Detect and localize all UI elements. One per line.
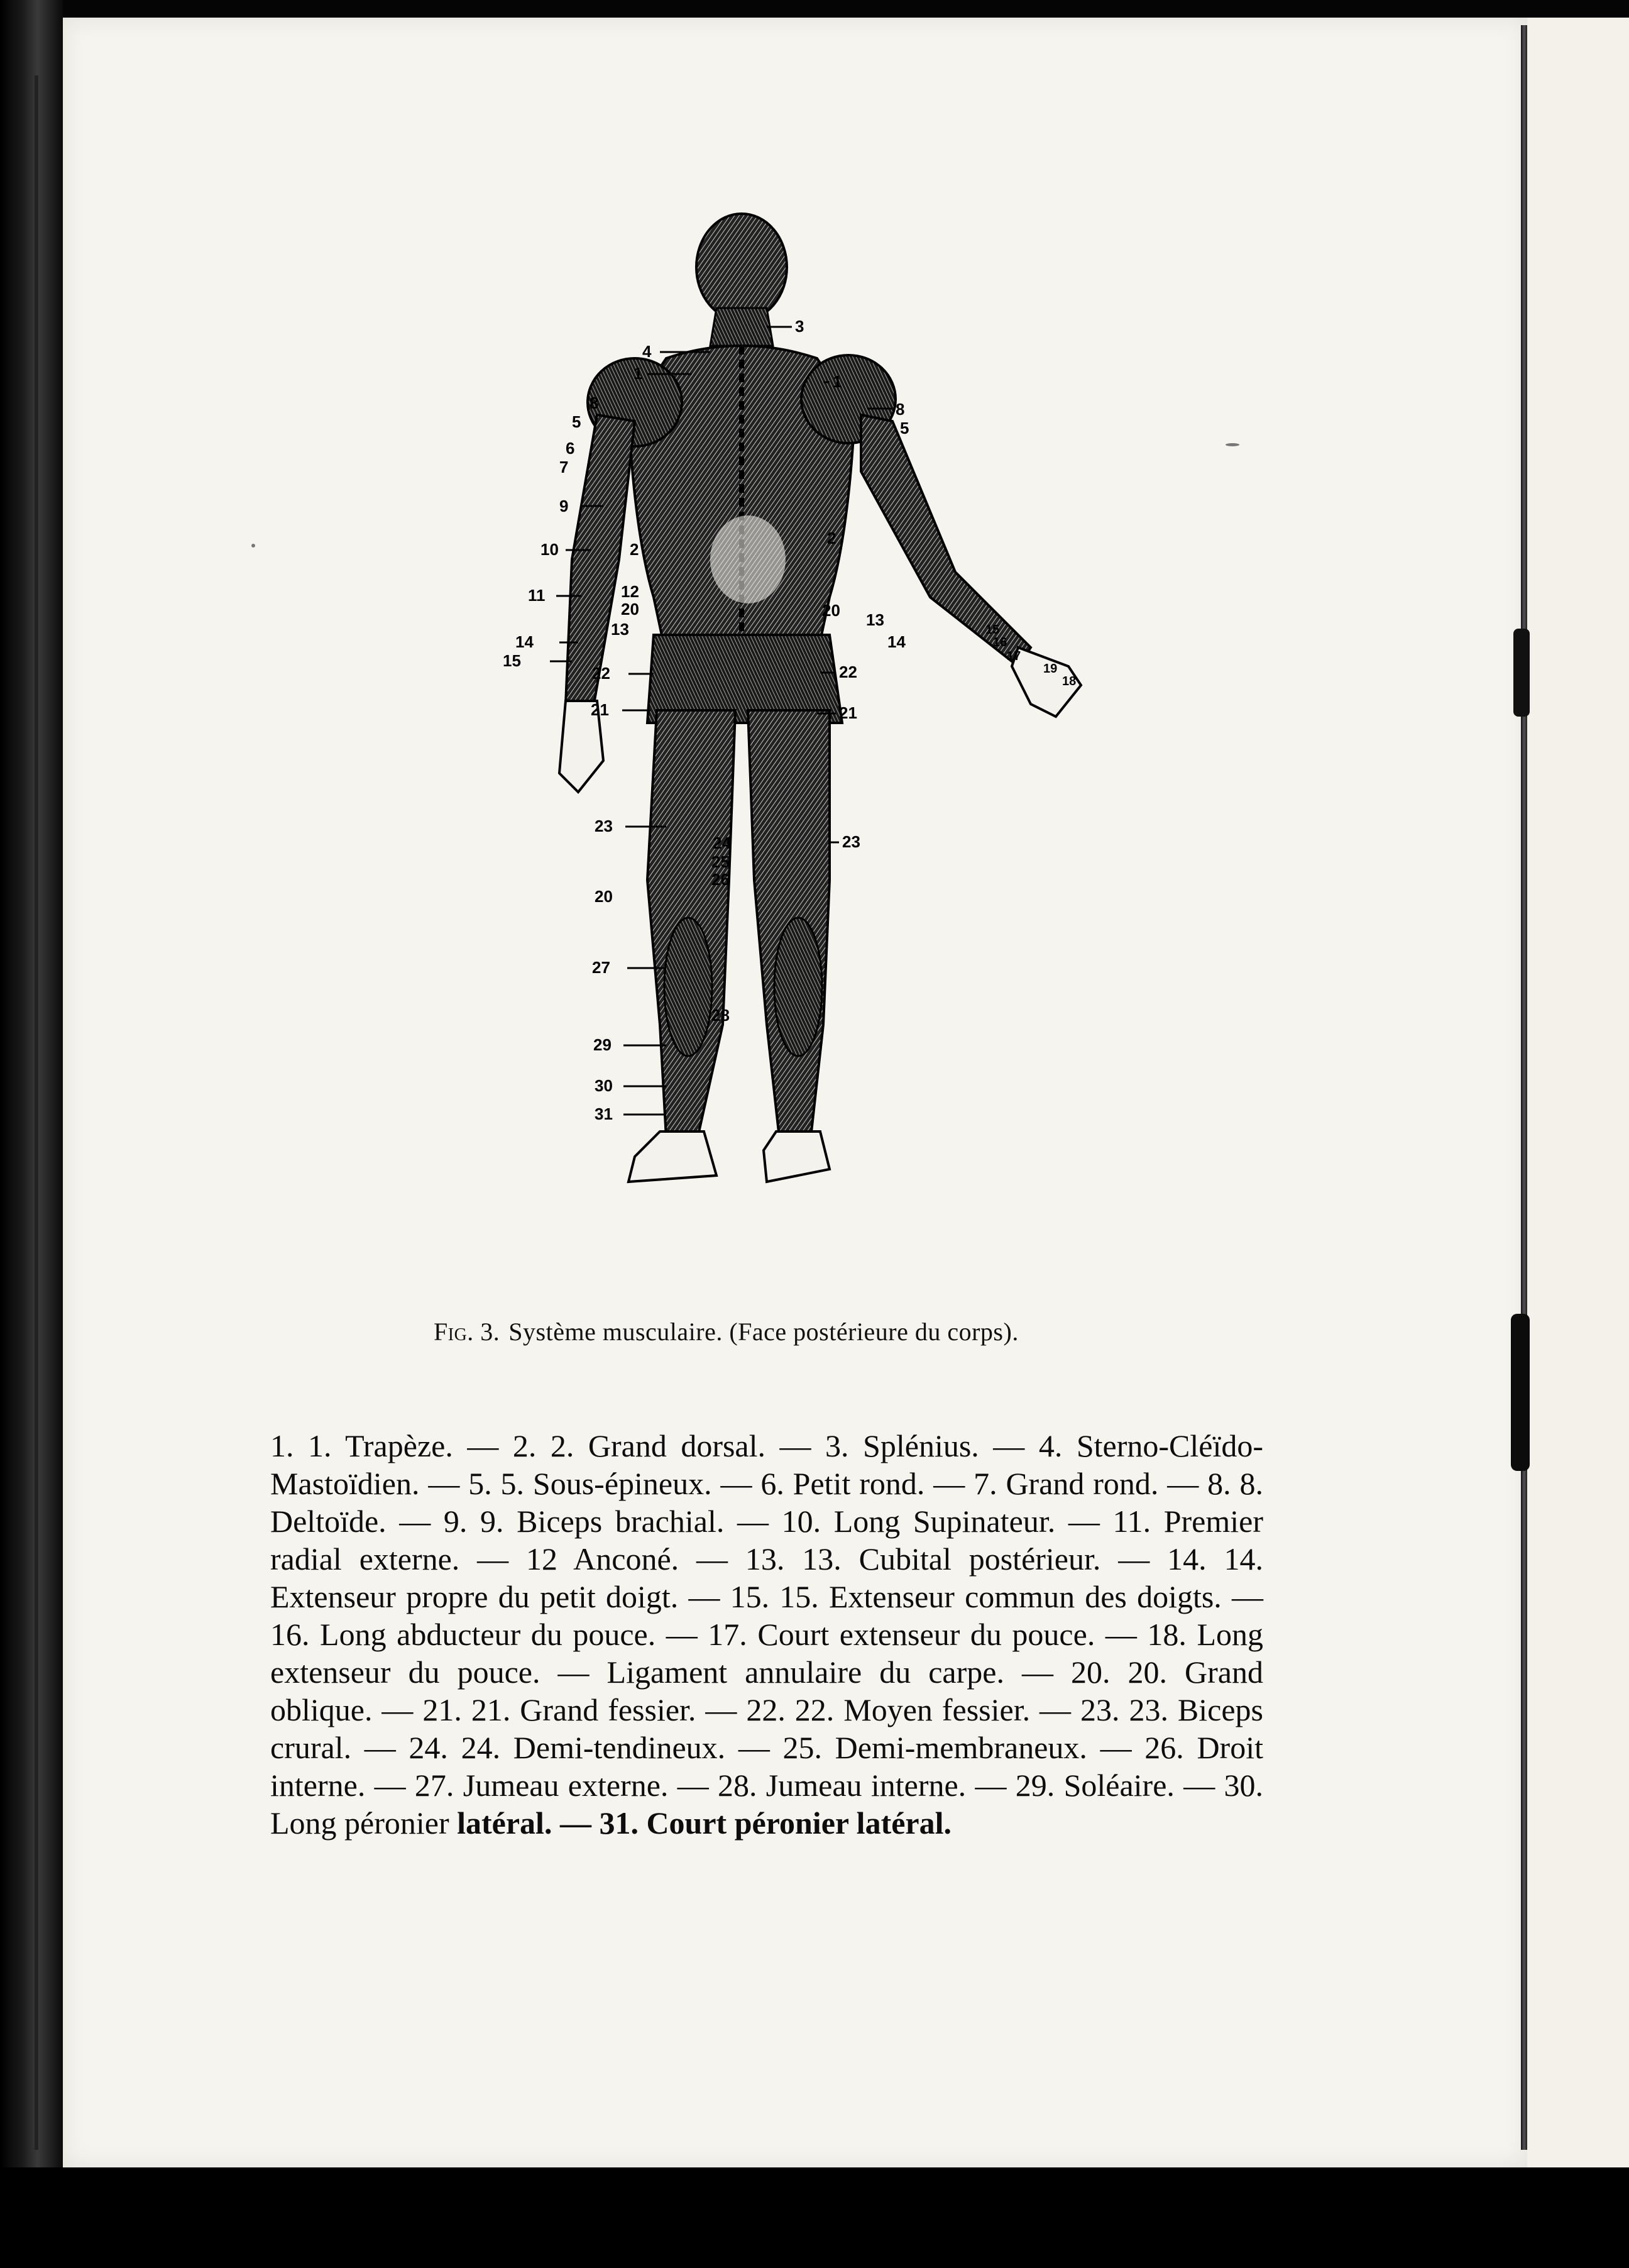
label-22-right: 22 (839, 663, 857, 681)
label-15-left: 15 (503, 651, 521, 670)
label-11: 11 (528, 586, 546, 605)
label-28: 28 (711, 1006, 730, 1025)
label-8-right: 8 (896, 400, 905, 419)
figure-number: Fig. 3. (434, 1318, 500, 1346)
label-30: 30 (595, 1076, 613, 1095)
label-2-left: 2 (630, 540, 639, 559)
label-17: 17 (1007, 649, 1021, 663)
page-fold-rule (1521, 25, 1527, 2150)
label-29: 29 (593, 1035, 612, 1054)
label-4: 4 (642, 342, 652, 361)
label-13-right: 13 (866, 610, 884, 629)
label-12: 12 (621, 582, 639, 601)
label-9: 9 (559, 497, 569, 515)
spine-line (35, 75, 38, 2150)
label-24: 24 (713, 834, 731, 852)
label-21-left: 21 (591, 700, 609, 719)
label-1-right: 1 (833, 372, 842, 391)
label-2-right: 2 (827, 529, 836, 548)
label-14-left: 14 (515, 632, 534, 651)
label-5-right: 5 (900, 419, 909, 438)
label-25: 25 (711, 852, 730, 871)
label-14-right: 14 (887, 632, 906, 651)
anatomical-figure-muscular-system (478, 207, 1119, 1238)
paper-speck (1226, 443, 1239, 446)
legend-text: 1. 1. Trapèze. — 2. 2. Grand dorsal. — 3. Splénius. — 4. Sterno-Cléïdo-Mastoïdien. — 5. 5. Sous-épineux. — 6. Petit rond. — 7. Grand rond. — 8. 8. Deltoïde. — 9. 9. Biceps brachial. — 10. Long Supinateur. — 11. Premier radial externe. — 12 Anconé. — 13. 13. Cubital postérieur. — 14. 14. Extenseur propre du petit doigt. — 15. 15. Extenseur commun des doigts. — 16. Long abducteur du pouce. — 17. Court extenseur du pouce. — 18. Long extenseur du pouce. — Ligament annulaire du carpe. — 20. 20. Grand oblique. — 21. 21. Grand fessier. — 22. 22. Moyen fessier. — 23. 23. Biceps crural. — 24. 24. Demi-tendineux. — 25. Demi-membraneux. — 26. Droit interne. — 27. Jumeau externe. — 28. Jumeau interne. — 29. Soléaire. — 30. Long péronier (270, 1428, 1263, 1841)
figure-caption (434, 1317, 1188, 1346)
foot-right (764, 1131, 830, 1182)
muscle-illustration (478, 207, 1119, 1238)
paper-speck (251, 544, 255, 548)
figure-caption-text: Système musculaire. (Face postérieure du corps). (508, 1318, 1019, 1346)
label-27: 27 (592, 958, 610, 977)
binding-clip-bottom (1511, 1314, 1530, 1471)
label-20-right: 20 (822, 601, 840, 620)
binding-clip-top (1513, 629, 1530, 717)
label-18: 18 (1062, 674, 1077, 688)
label-6: 6 (566, 439, 575, 458)
calf-left (664, 918, 712, 1056)
calf-right (774, 918, 822, 1056)
neck (710, 308, 773, 346)
label-13-left: 13 (611, 620, 629, 639)
arm-left (566, 415, 635, 704)
label-22-left: 22 (592, 664, 610, 683)
label-1-left: 1 (634, 364, 643, 383)
label-16: 16 (993, 636, 1007, 649)
foot-left (628, 1131, 716, 1182)
label-26: 26 (711, 870, 730, 889)
figure-legend (270, 1427, 1263, 1842)
label-20-left-upper: 20 (621, 600, 639, 619)
book-spine-edge (0, 0, 63, 2268)
label-23-left: 23 (595, 817, 613, 835)
label-10: 10 (540, 540, 559, 559)
scan-bottom-border (0, 2167, 1629, 2268)
back-highlight (710, 515, 786, 603)
label-3: 3 (795, 317, 804, 336)
facing-page-edge (1527, 18, 1629, 2167)
label-19: 19 (1043, 662, 1058, 676)
label-21-right: 21 (839, 703, 857, 722)
legend-last-line: latéral. — 31. Court péronier latéral. (457, 1805, 952, 1841)
label-5-left: 5 (572, 412, 581, 431)
head (696, 214, 787, 321)
label-15-right: 15 (985, 623, 1000, 637)
label-31: 31 (595, 1104, 613, 1123)
label-8-left: 8 (590, 394, 599, 412)
label-7: 7 (559, 458, 569, 476)
arm-right (861, 415, 1031, 666)
label-20-left-lower: 20 (595, 887, 613, 906)
label-23-right: 23 (842, 832, 860, 851)
